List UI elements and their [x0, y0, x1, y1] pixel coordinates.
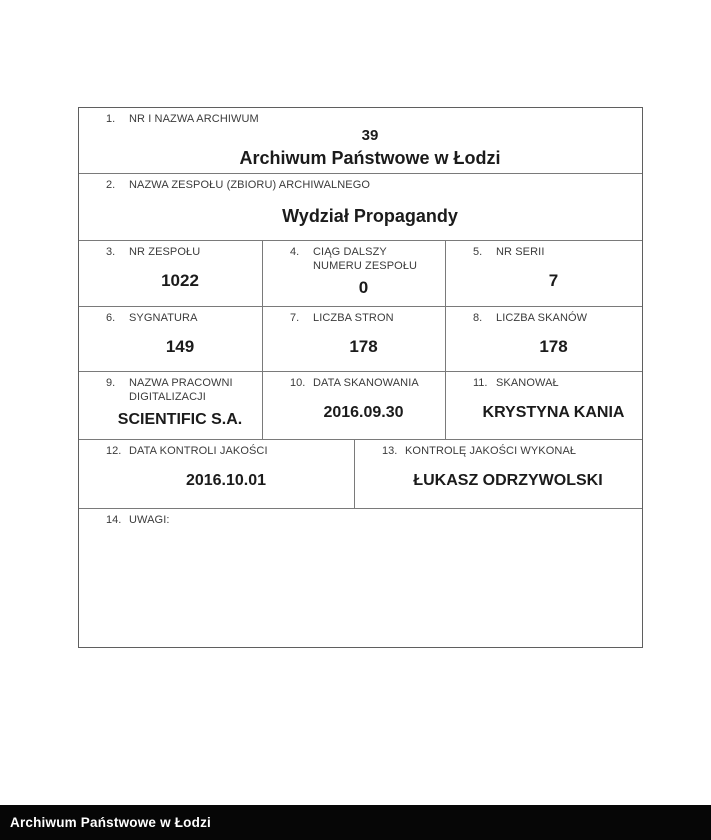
field-number: 4.: [290, 246, 300, 258]
field-label-line: [106, 377, 254, 405]
field-number: 1.: [106, 113, 116, 125]
field-label: NAZWA PRACOWNI DIGITALIZACJI: [129, 377, 233, 403]
fonds-name-value: Wydział Propagandy: [282, 205, 458, 226]
form-row-7: [79, 508, 642, 647]
field-ciag-dalszy-numeru-zespolu: [262, 241, 445, 306]
field-kontrole-jakosci-wykonal: [354, 440, 642, 508]
scan-count-value: 178: [539, 336, 568, 356]
form-row-1: [79, 108, 642, 173]
fonds-number-value: 1022: [161, 271, 199, 291]
field-label-line: [473, 377, 634, 391]
form-row-2: [79, 173, 642, 240]
footer-bar: [0, 805, 711, 840]
field-value-area: [473, 260, 634, 302]
field-value-area: [290, 326, 437, 367]
field-label-line: [382, 445, 634, 459]
footer-archive-name: Archiwum Państwowe w Łodzi: [10, 815, 211, 830]
field-label-line: [106, 179, 634, 193]
field-value-area: [290, 274, 437, 303]
field-value-area: [106, 405, 254, 436]
field-nazwa-zespolu: [79, 174, 642, 240]
field-label-line: [106, 113, 634, 127]
field-uwagi: [79, 509, 642, 647]
field-value-area: [106, 127, 634, 169]
field-number: 7.: [290, 312, 300, 324]
signature-value: 149: [165, 336, 195, 356]
field-label-line: [290, 246, 437, 274]
field-nr-serii: [445, 241, 642, 306]
field-value-area: [106, 326, 254, 367]
field-number: 3.: [106, 246, 116, 258]
remarks-empty-area: [106, 528, 634, 643]
form-row-6: [79, 439, 642, 508]
field-number: 9.: [106, 377, 116, 389]
form-row-5: [79, 371, 642, 439]
field-label: LICZBA SKANÓW: [496, 312, 588, 324]
field-sygnatura: [79, 307, 262, 371]
field-number: 12.: [106, 445, 122, 457]
field-label-line: [290, 377, 437, 391]
field-number: 13.: [382, 445, 398, 457]
field-label: SYGNATURA: [129, 312, 198, 324]
fonds-number-continuation-value: 0: [358, 277, 369, 297]
field-label: DATA SKANOWANIA: [313, 377, 419, 389]
scan-date-value: 2016.09.30: [323, 403, 404, 421]
field-label: NR I NAZWA ARCHIWUM: [129, 113, 259, 125]
field-data-kontroli-jakosci: [79, 440, 354, 508]
field-value-area: [473, 391, 634, 435]
field-value-area: [382, 459, 634, 504]
field-data-skanowania: [262, 372, 445, 439]
field-label-line: [106, 312, 254, 326]
field-number: 8.: [473, 312, 483, 324]
field-value-area: [290, 391, 437, 435]
field-number: 14.: [106, 514, 122, 526]
field-label: SKANOWAŁ: [496, 377, 559, 389]
field-label-line: [106, 246, 254, 260]
field-number: 6.: [106, 312, 116, 324]
archival-metadata-form: [78, 107, 643, 648]
field-label: NR ZESPOŁU: [129, 246, 201, 258]
page-count-value: 178: [349, 336, 378, 356]
field-nazwa-pracowni-digitalizacji: [79, 372, 262, 439]
field-value-area: [106, 459, 346, 504]
field-liczba-stron: [262, 307, 445, 371]
digitization-studio-value: SCIENTIFIC S.A.: [117, 410, 243, 428]
field-number: 11.: [473, 377, 488, 389]
form-row-4: [79, 306, 642, 371]
field-label: KONTROLĘ JAKOŚCI WYKONAŁ: [405, 445, 577, 457]
field-label-line: [106, 445, 346, 459]
field-skanowal: [445, 372, 642, 439]
field-label-line: [473, 246, 634, 260]
field-number: 10.: [290, 377, 306, 389]
archive-name-value: Archiwum Państwowe w Łodzi: [239, 147, 501, 168]
field-value-area: [106, 193, 634, 236]
field-value-area: [473, 326, 634, 367]
field-nr-zespolu: [79, 241, 262, 306]
field-number: 5.: [473, 246, 483, 258]
field-label-line: [290, 312, 437, 326]
quality-check-date-value: 2016.10.01: [185, 472, 267, 490]
field-number: 2.: [106, 179, 116, 191]
field-label-line: [473, 312, 634, 326]
field-label: DATA KONTROLI JAKOŚCI: [129, 445, 268, 457]
form-row-3: [79, 240, 642, 306]
field-value-area: [106, 260, 254, 302]
field-label: NR SERII: [496, 246, 545, 258]
field-label: UWAGI:: [129, 514, 170, 526]
field-label: LICZBA STRON: [313, 312, 394, 324]
field-liczba-skanow: [445, 307, 642, 371]
archive-number-value: 39: [361, 127, 379, 145]
field-label: CIĄG DALSZY NUMERU ZESPOŁU: [313, 246, 418, 272]
scanner-operator-value: KRYSTYNA KANIA: [482, 403, 625, 421]
quality-check-person-value: ŁUKASZ ODRZYWOLSKI: [413, 472, 603, 490]
field-nr-i-nazwa-archiwum: [79, 108, 642, 173]
field-label-line: [106, 514, 634, 528]
field-label: NAZWA ZESPOŁU (ZBIORU) ARCHIWALNEGO: [129, 179, 371, 191]
series-number-value: 7: [548, 271, 559, 291]
